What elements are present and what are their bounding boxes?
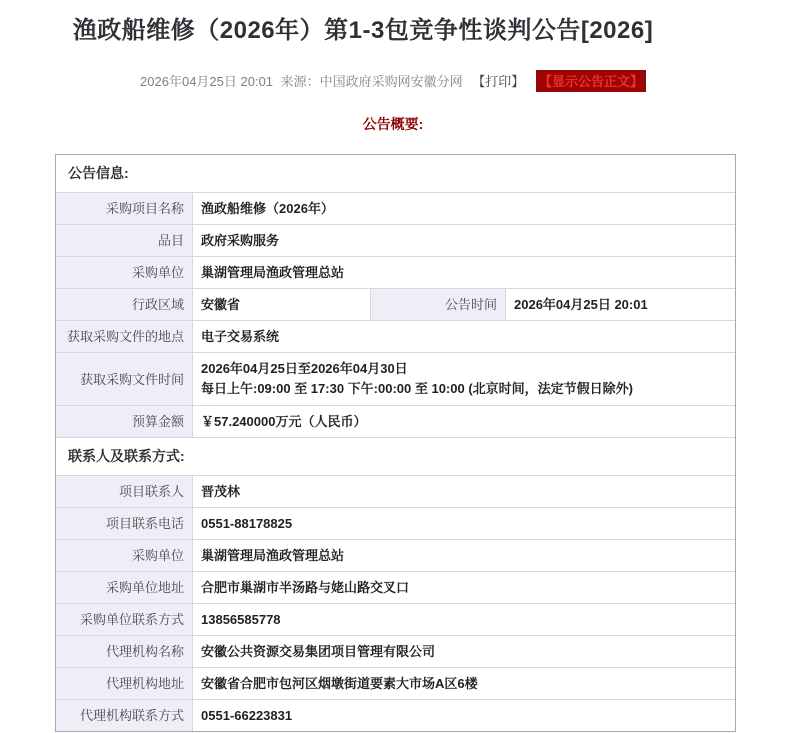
- row-value: [193, 353, 736, 406]
- table-row: [56, 604, 736, 636]
- row-value: 电子交易系统: [193, 321, 736, 353]
- row-label: 采购单位联系方式: [56, 604, 193, 636]
- row-value: 0551-88178825: [193, 508, 736, 540]
- table-row: [56, 225, 736, 257]
- row-label: 采购单位: [56, 257, 193, 289]
- row-label: 预算金额: [56, 406, 193, 438]
- row-label: 获取采购文件的地点: [56, 321, 193, 353]
- row-value: 渔政船维修（2026年）: [193, 193, 736, 225]
- table-row: [56, 540, 736, 572]
- page-title: 渔政船维修（2026年）第1-3包竞争性谈判公告[2026]: [72, 17, 654, 44]
- time-line-1: 2026年04月25日至2026年04月30日: [201, 361, 408, 376]
- row-value: 政府采购服务: [193, 225, 736, 257]
- announcement-page: [0, 16, 786, 733]
- row-value: 安徽省: [193, 289, 371, 321]
- table-row: [56, 700, 736, 732]
- row-label: 采购项目名称: [56, 193, 193, 225]
- row-label: 代理机构名称: [56, 636, 193, 668]
- row-label: 采购单位: [56, 540, 193, 572]
- table-row-region-time: [56, 289, 736, 321]
- table-row: [56, 257, 736, 289]
- table-row: [56, 572, 736, 604]
- table-row: [56, 321, 736, 353]
- time-line-2: 每日上午:09:00 至 17:30 下午:00:00 至 10:00 (北京时间，法定节假日除外): [201, 381, 633, 396]
- row-label: 行政区域: [56, 289, 193, 321]
- row-value: 2026年04月25日 20:01: [506, 289, 736, 321]
- table-row: [56, 636, 736, 668]
- table-row: [56, 193, 736, 225]
- row-label: 代理机构地址: [56, 668, 193, 700]
- table-row: [56, 476, 736, 508]
- row-value: 0551-66223831: [193, 700, 736, 732]
- row-label: 项目联系人: [56, 476, 193, 508]
- row-label: 代理机构联系方式: [56, 700, 193, 732]
- section-header-contact-info: 联系人及联系方式:: [56, 438, 736, 476]
- row-value: 巢湖管理局渔政管理总站: [193, 257, 736, 289]
- row-label: 获取采购文件时间: [56, 353, 193, 406]
- table-row: [56, 508, 736, 540]
- section-header-row: [56, 438, 736, 476]
- table-row: [56, 668, 736, 700]
- summary-heading: 公告概要:: [362, 116, 424, 132]
- row-value: 晋茂林: [193, 476, 736, 508]
- meta-line: [0, 70, 786, 92]
- section-header-announcement-info: 公告信息:: [56, 155, 736, 193]
- section-header-row: [56, 155, 736, 193]
- row-label: 品目: [56, 225, 193, 257]
- row-value: 安徽省合肥市包河区烟墩街道要素大市场A区6楼: [193, 668, 736, 700]
- row-value: ￥57.240000万元（人民币）: [193, 406, 736, 438]
- table-row: [56, 406, 736, 438]
- row-value: 13856585778: [193, 604, 736, 636]
- row-label: 采购单位地址: [56, 572, 193, 604]
- table-row-document-time: [56, 353, 736, 406]
- row-value: 合肥市巢湖市半汤路与姥山路交叉口: [193, 572, 736, 604]
- announcement-info-table: [55, 154, 736, 732]
- show-announcement-body-link[interactable]: 【显示公告正文】: [536, 70, 646, 92]
- source-text: 来源：中国政府采购网安徽分网: [280, 74, 463, 89]
- row-label: 项目联系电话: [56, 508, 193, 540]
- row-value: 巢湖管理局渔政管理总站: [193, 540, 736, 572]
- publish-datetime: 2026年04月25日 20:01: [140, 74, 274, 89]
- print-link[interactable]: 【打印】: [472, 74, 525, 89]
- row-label: 公告时间: [371, 289, 506, 321]
- row-value: 安徽公共资源交易集团项目管理有限公司: [193, 636, 736, 668]
